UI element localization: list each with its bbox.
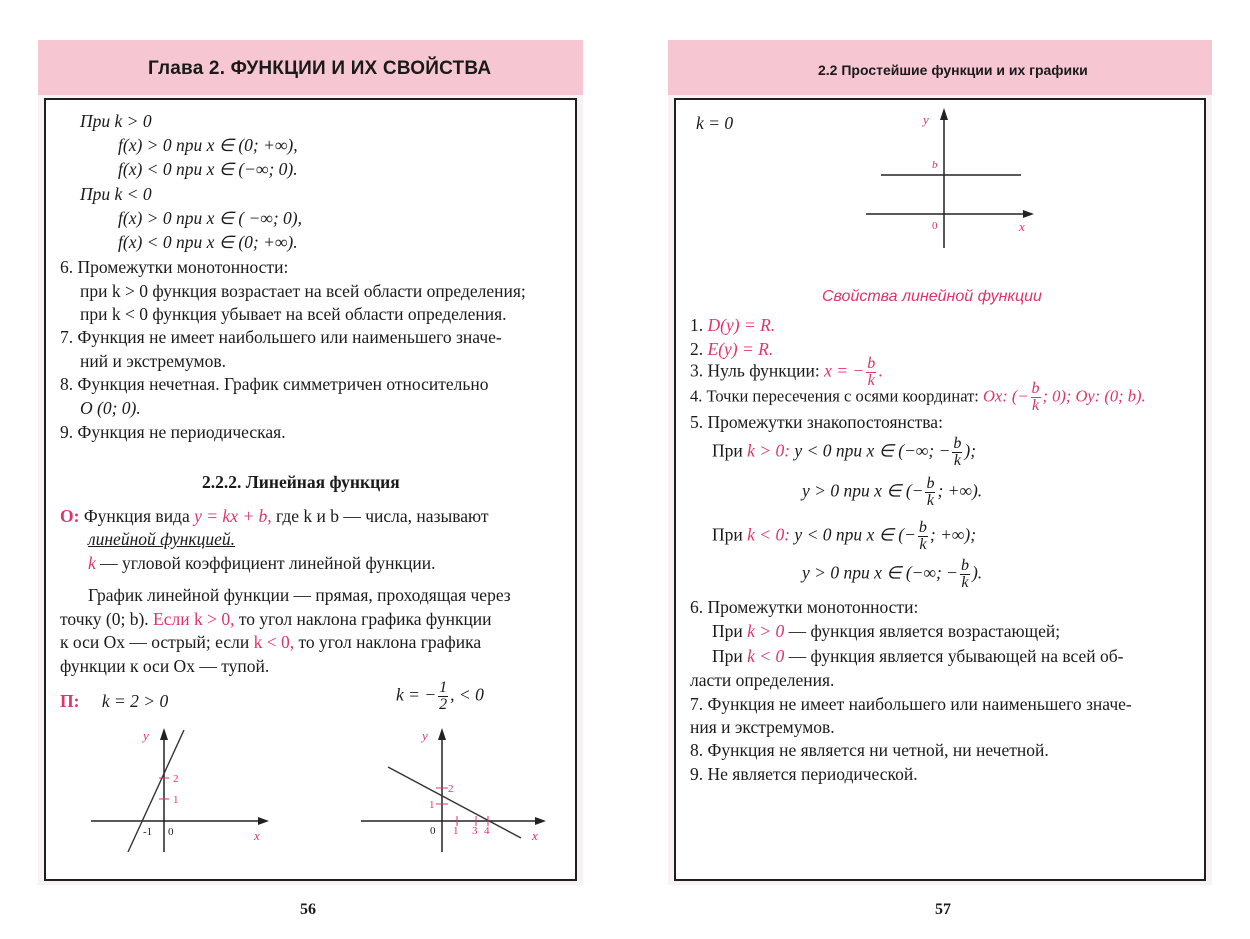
monotonic-row-2-k: k < 0: [747, 646, 785, 666]
graph-paragraph-line4: функции к оси Ox — тупой.: [60, 656, 270, 676]
graph-k-negative: [356, 722, 556, 857]
section-title: 2.2.2. Линейная функция: [202, 472, 400, 492]
monotonic-row-2-text: — функция является убывающей на всей об-: [788, 646, 1124, 666]
monotonic-row-1-k: k > 0: [747, 621, 785, 641]
example-label: П:: [60, 691, 80, 711]
monotonic-row-2-pri: При: [712, 646, 743, 666]
definition-k: k: [88, 553, 96, 573]
graph2-y-arrow: [438, 728, 446, 740]
sign-row-3-k: k < 0:: [747, 524, 791, 545]
left-content-box: [44, 98, 577, 881]
graph1-label-0: 0: [168, 826, 174, 838]
graph1-y-arrow: [160, 728, 168, 740]
property-5-title: 5. Промежутки знакопостоянства:: [690, 412, 943, 432]
sign-row-4-text: y > 0 при x ∈ (−∞; −: [802, 562, 958, 583]
monotonicity-line1: при k > 0 функция возрастает на всей области определения;: [80, 281, 526, 301]
property-4-ox: Ox: (−: [983, 386, 1029, 406]
graph2-y-label: y: [422, 728, 428, 743]
graph-y-arrow: [940, 108, 948, 120]
example2-suffix: , < 0: [450, 684, 484, 705]
property-4-frac-den: k: [1031, 397, 1040, 414]
monotonic-row-1: [712, 620, 1060, 642]
definition-label: О:: [60, 506, 80, 526]
graph-x-arrow: [1023, 210, 1034, 218]
graph2-label-1: 1: [429, 799, 435, 811]
graph-k-positive: [86, 722, 276, 857]
sign-row-2-end: ; +∞).: [937, 480, 983, 501]
sign-row-3: [712, 520, 976, 553]
property-7-line1: 7. Функция не имеет наибольшего или наименьшего значе-: [690, 694, 1132, 714]
odd-line1: 8. Функция нечетная. График симметричен относительно: [60, 374, 489, 394]
sign-row-4-frac-num: b: [960, 557, 969, 574]
property-2-num: 2.: [690, 339, 704, 359]
left-page: [38, 40, 583, 885]
k-positive-minus: f(x) < 0 при x ∈ (−∞; 0).: [118, 159, 298, 179]
property-3-frac-num: b: [867, 355, 876, 372]
property-1-num: 1.: [690, 315, 704, 335]
example1-condition: k = 2 > 0: [101, 691, 169, 711]
graph-y-label: y: [923, 112, 929, 127]
sign-row-2-text: y > 0 при x ∈ (−: [802, 480, 924, 501]
chapter-title: Глава 2. ФУНКЦИИ И ИХ СВОЙСТВА: [148, 58, 492, 79]
right-content-box: [674, 98, 1206, 881]
monotonic-row-2: [712, 645, 1124, 667]
sign-row-3-pri: При: [712, 524, 743, 545]
monotonicity-line2: при k < 0 функция убывает на всей области определения.: [80, 304, 507, 324]
section-header-title: 2.2 Простейшие функции и их графики: [818, 62, 1088, 78]
sign-row-1-frac-num: b: [953, 435, 962, 452]
sign-row-1-text: y < 0 при x ∈ (−∞; −: [794, 440, 951, 461]
extremum-line2: ний и экстремумов.: [80, 351, 226, 371]
right-page-number: 57: [935, 901, 951, 918]
sign-row-1-end: );: [964, 440, 977, 461]
graph2-label-x3: 3: [472, 825, 478, 837]
sign-row-4-frac-den: k: [961, 574, 969, 591]
graph2-x-arrow: [535, 817, 546, 825]
sign-row-1-k: k > 0:: [747, 440, 791, 461]
sign-row-4: [802, 558, 982, 591]
graph-paragraph-negative: k < 0,: [253, 632, 295, 652]
periodic-line: 9. Функция не периодическая.: [60, 422, 286, 442]
sign-row-4-end: ).: [971, 562, 983, 583]
extremum-line1: 7. Функция не имеет наибольшего или наименьшего значе-: [60, 327, 502, 347]
k-zero-label: k = 0: [696, 113, 734, 133]
graph1-x-label: x: [254, 828, 260, 843]
graph-paragraph-point: точку (0; b).: [60, 609, 149, 629]
graph1-x-arrow: [258, 817, 269, 825]
definition-k-text: — угловой коэффициент линейной функции.: [100, 553, 436, 573]
definition-term: линейной функцией.: [88, 529, 236, 549]
graph2-x-label: x: [532, 828, 538, 843]
property-4-oy: Oy: (0; b).: [1075, 386, 1146, 406]
property-9: 9. Не является периодической.: [690, 764, 918, 784]
property-1-value: D(y) = R.: [707, 315, 776, 335]
left-page-header: [38, 40, 583, 95]
sign-row-1-pri: При: [712, 440, 743, 461]
property-8: 8. Функция не является ни четной, ни нечетной.: [690, 740, 1049, 760]
monotonic-row-1-text: — функция является возрастающей;: [788, 621, 1061, 641]
k-positive-label: При k > 0: [80, 111, 152, 131]
graph-paragraph-if-positive: Если k > 0,: [153, 609, 235, 629]
sign-row-3-text: y < 0 при x ∈ (−: [794, 524, 916, 545]
property-3-frac-den: k: [867, 372, 875, 389]
graph1-label-minus1: -1: [143, 826, 153, 838]
odd-line2: O (0; 0).: [80, 398, 141, 418]
graph1-label-2: 2: [173, 773, 179, 785]
sign-row-2: [802, 476, 982, 509]
definition-formula: y = kx + b,: [194, 506, 272, 526]
graph-paragraph-angle: то угол наклона графика функции: [238, 609, 492, 629]
definition-line1: [60, 505, 489, 527]
sign-row-3-frac-den: k: [919, 536, 927, 553]
graph2-label-2: 2: [448, 783, 454, 795]
example2-prefix: k = −: [396, 684, 437, 705]
property-6-title: 6. Промежутки монотонности:: [690, 597, 919, 617]
definition-text1: Функция вида: [83, 506, 190, 526]
graph-paragraph-line1: График линейной функции — прямая, проходящая через: [88, 585, 511, 605]
property-2-value: E(y) = R.: [707, 339, 774, 359]
property-4-text: 4. Точки пересечения с осями координат:: [690, 386, 979, 406]
property-3-text: 3. Нуль функции:: [690, 360, 820, 381]
left-page-number: 56: [300, 901, 316, 918]
graph-paragraph-acute: к оси Ox — острый; если: [60, 632, 250, 652]
monotonic-row-1-pri: При: [712, 621, 743, 641]
graph1-label-1: 1: [173, 794, 179, 806]
example2-num: 1: [439, 679, 448, 696]
definition-text2: где k и b — числа, называют: [276, 506, 489, 526]
graph2-label-x1: 1: [453, 825, 459, 837]
right-page: [668, 40, 1212, 885]
example-row: [60, 690, 168, 712]
sign-row-1-frac-den: k: [953, 452, 961, 469]
sign-row-3-frac-num: b: [918, 519, 927, 536]
property-4-ox-end: ; 0);: [1042, 386, 1072, 406]
example2-condition: [396, 680, 484, 713]
sign-row-1: [712, 436, 976, 469]
example2-den: 2: [439, 696, 448, 713]
k-negative-minus: f(x) < 0 при x ∈ (0; +∞).: [118, 232, 298, 252]
sign-row-3-end: ; +∞);: [929, 524, 977, 545]
graph-b-label: b: [932, 159, 938, 171]
property-3-formula: x = −: [824, 360, 865, 381]
property-4: [690, 381, 1146, 414]
graph-paragraph-line2: [60, 608, 492, 630]
property-1: [690, 314, 775, 336]
property-4-frac-num: b: [1031, 380, 1040, 397]
k-positive-plus: f(x) > 0 при x ∈ (0; +∞),: [118, 135, 298, 155]
graph-paragraph-angle2: то угол наклона графика: [298, 632, 482, 652]
k-negative-plus: f(x) > 0 при x ∈ ( −∞; 0),: [118, 208, 302, 228]
graph-paragraph-line3: [60, 631, 481, 653]
property-7-line2: ния и экстремумов.: [690, 717, 835, 737]
sign-row-2-frac-num: b: [926, 475, 935, 492]
monotonic-row-2-cont: ласти определения.: [690, 670, 835, 690]
monotonicity-title: 6. Промежутки монотонности:: [60, 257, 289, 277]
right-page-header: [668, 40, 1212, 95]
k-negative-label: При k < 0: [80, 184, 152, 204]
graph2-label-x4: 4: [484, 825, 490, 837]
graph-k-zero: [856, 100, 1056, 250]
graph2-label-0: 0: [430, 825, 436, 837]
definition-k-line: [88, 552, 435, 574]
properties-title: Свойства линейной функции: [822, 288, 1042, 305]
graph-origin-label: 0: [932, 220, 938, 232]
sign-row-2-frac-den: k: [926, 492, 935, 509]
graph1-line: [128, 730, 184, 852]
graph-x-label: x: [1019, 219, 1025, 234]
property-3: 3. Нуль функции: x = − $\frac{b}{k}$ .: [690, 355, 883, 389]
graph1-y-label: y: [143, 728, 149, 743]
